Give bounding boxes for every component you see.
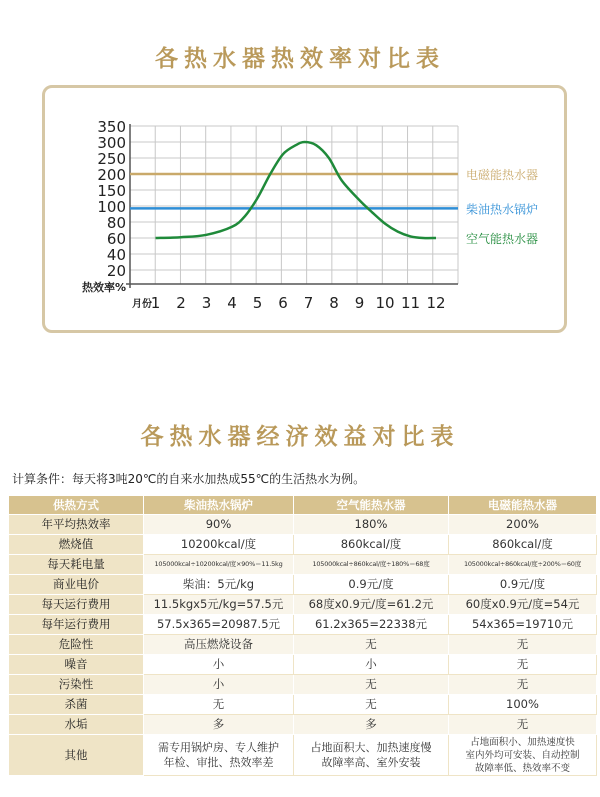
y-tick-label: 80 bbox=[106, 214, 126, 232]
table-cell: 无 bbox=[144, 695, 294, 715]
y-tick-label: 100 bbox=[97, 198, 126, 216]
table-cell: 200% bbox=[449, 515, 597, 535]
table-cell: 180% bbox=[294, 515, 449, 535]
x-tick-label: 7 bbox=[303, 294, 314, 312]
table-cell: 105000kcal÷10200kcal/度×90%＝11.5kg bbox=[144, 555, 294, 575]
table-row bbox=[9, 675, 597, 695]
y-tick-label: 200 bbox=[97, 166, 126, 184]
table-row bbox=[9, 555, 597, 575]
row-label: 水垢 bbox=[9, 715, 144, 735]
table-cell: 54x365=19710元 bbox=[449, 615, 597, 635]
table-cell bbox=[144, 735, 294, 776]
table-cell: 多 bbox=[144, 715, 294, 735]
x-tick-label: 8 bbox=[329, 294, 339, 312]
table-cell: 90% bbox=[144, 515, 294, 535]
table-cell bbox=[294, 735, 449, 776]
table-cell bbox=[449, 735, 597, 776]
table-row bbox=[9, 655, 597, 675]
table-cell: 0.9元/度 bbox=[294, 575, 449, 595]
x-tick-label: 1 bbox=[150, 294, 161, 312]
x-tick-label: 3 bbox=[201, 294, 212, 312]
y-tick-label: 250 bbox=[97, 150, 126, 168]
table-cell: 10200kcal/度 bbox=[144, 535, 294, 555]
table-cell: 无 bbox=[449, 675, 597, 695]
x-tick-label: 11 bbox=[400, 294, 421, 312]
row-label: 每天耗电量 bbox=[9, 555, 144, 575]
header-cell: 柴油热水锅炉 bbox=[144, 496, 294, 515]
row-label: 每天运行费用 bbox=[9, 595, 144, 615]
table-cell: 105000kcal÷860kcal/度÷200%＝60度 bbox=[449, 555, 597, 575]
row-label: 其他 bbox=[9, 735, 144, 776]
table-cell: 57.5x365=20987.5元 bbox=[144, 615, 294, 635]
cell-line: 室内外均可安装、自动控制 bbox=[465, 749, 580, 761]
y-tick-label: 60 bbox=[106, 230, 126, 248]
cell-line: 需专用锅炉房、专人维护 bbox=[158, 741, 279, 754]
table-cell: 0.9元/度 bbox=[449, 575, 597, 595]
cell-line: 故障率低、热效率不变 bbox=[474, 762, 570, 774]
table-row bbox=[9, 635, 597, 655]
header-cell: 空气能热水器 bbox=[294, 496, 449, 515]
series-label: 柴油热水锅炉 bbox=[466, 202, 539, 217]
x-axis-label: 月份 bbox=[132, 299, 152, 310]
x-tick-label: 4 bbox=[227, 294, 237, 312]
table-row bbox=[9, 615, 597, 635]
row-label: 杀菌 bbox=[9, 695, 144, 715]
calc-condition: 计算条件：每天将3吨20℃的自来水加热成55℃的生活热水为例。 bbox=[12, 472, 366, 486]
y-axis-label: 热效率% bbox=[81, 281, 126, 294]
cell-line: 占地面积小、加热速度快 bbox=[470, 736, 575, 748]
table-cell: 柴油：5元/kg bbox=[144, 575, 294, 595]
cell-line: 占地面积大、加热速度慢 bbox=[310, 741, 432, 754]
y-tick-label: 300 bbox=[97, 134, 126, 152]
y-tick-label: 40 bbox=[106, 246, 126, 264]
row-label: 污染性 bbox=[9, 675, 144, 695]
series-label: 电磁能热水器 bbox=[466, 168, 539, 182]
row-label: 每年运行费用 bbox=[9, 615, 144, 635]
efficiency-line-chart bbox=[0, 0, 600, 340]
cell-line: 故障率高、室外安装 bbox=[321, 756, 421, 769]
y-tick-label: 20 bbox=[106, 262, 126, 280]
table-cell: 无 bbox=[294, 635, 449, 655]
table-cell: 860kcal/度 bbox=[294, 535, 449, 555]
chart-title: 各热水器热效率对比表 bbox=[155, 46, 445, 72]
table-cell: 100% bbox=[449, 695, 597, 715]
x-tick-label: 6 bbox=[278, 294, 288, 312]
table-cell: 68度x0.9元/度=61.2元 bbox=[294, 595, 449, 615]
table-cell: 小 bbox=[144, 655, 294, 675]
table-cell: 无 bbox=[449, 635, 597, 655]
table-row bbox=[9, 715, 597, 735]
plot-area bbox=[130, 126, 458, 284]
x-tick-label: 12 bbox=[426, 294, 446, 312]
table-row bbox=[9, 595, 597, 615]
table-cell: 860kcal/度 bbox=[449, 535, 597, 555]
table-cell: 11.5kgx5元/kg=57.5元 bbox=[144, 595, 294, 615]
table-cell: 无 bbox=[449, 715, 597, 735]
x-tick-label: 9 bbox=[354, 294, 365, 312]
table-title: 各热水器经济效益对比表 bbox=[140, 424, 460, 450]
table-row bbox=[9, 735, 597, 776]
table-cell: 小 bbox=[294, 655, 449, 675]
table-cell: 无 bbox=[449, 655, 597, 675]
x-tick-label: 10 bbox=[375, 294, 395, 312]
row-label: 商业电价 bbox=[9, 575, 144, 595]
table-cell: 无 bbox=[294, 695, 449, 715]
table-cell: 105000kcal÷860kcal/度÷180%＝68度 bbox=[294, 555, 449, 575]
table-cell: 无 bbox=[294, 675, 449, 695]
row-label: 年平均热效率 bbox=[9, 515, 144, 535]
table-cell: 60度x0.9元/度=54元 bbox=[449, 595, 597, 615]
table-cell: 多 bbox=[294, 715, 449, 735]
table-cell: 高压燃烧设备 bbox=[144, 635, 294, 655]
x-tick-label: 5 bbox=[252, 294, 263, 312]
table-cell: 小 bbox=[144, 675, 294, 695]
row-label: 噪音 bbox=[9, 655, 144, 675]
table-row bbox=[9, 695, 597, 715]
series-label: 空气能热水器 bbox=[466, 232, 539, 246]
y-tick-label: 150 bbox=[97, 182, 126, 200]
x-tick-label: 2 bbox=[176, 294, 186, 312]
header-cell: 供热方式 bbox=[9, 496, 144, 515]
table-row bbox=[9, 515, 597, 535]
y-tick-label: 350 bbox=[97, 118, 126, 136]
table-row bbox=[9, 535, 597, 555]
table-row bbox=[9, 575, 597, 595]
header-cell: 电磁能热水器 bbox=[449, 496, 597, 515]
table-cell: 61.2x365=22338元 bbox=[294, 615, 449, 635]
row-label: 燃烧值 bbox=[9, 535, 144, 555]
row-label: 危险性 bbox=[9, 635, 144, 655]
table-header-row bbox=[9, 496, 597, 515]
cell-line: 年检、审批、热效率差 bbox=[163, 756, 274, 769]
comparison-table bbox=[8, 495, 597, 776]
